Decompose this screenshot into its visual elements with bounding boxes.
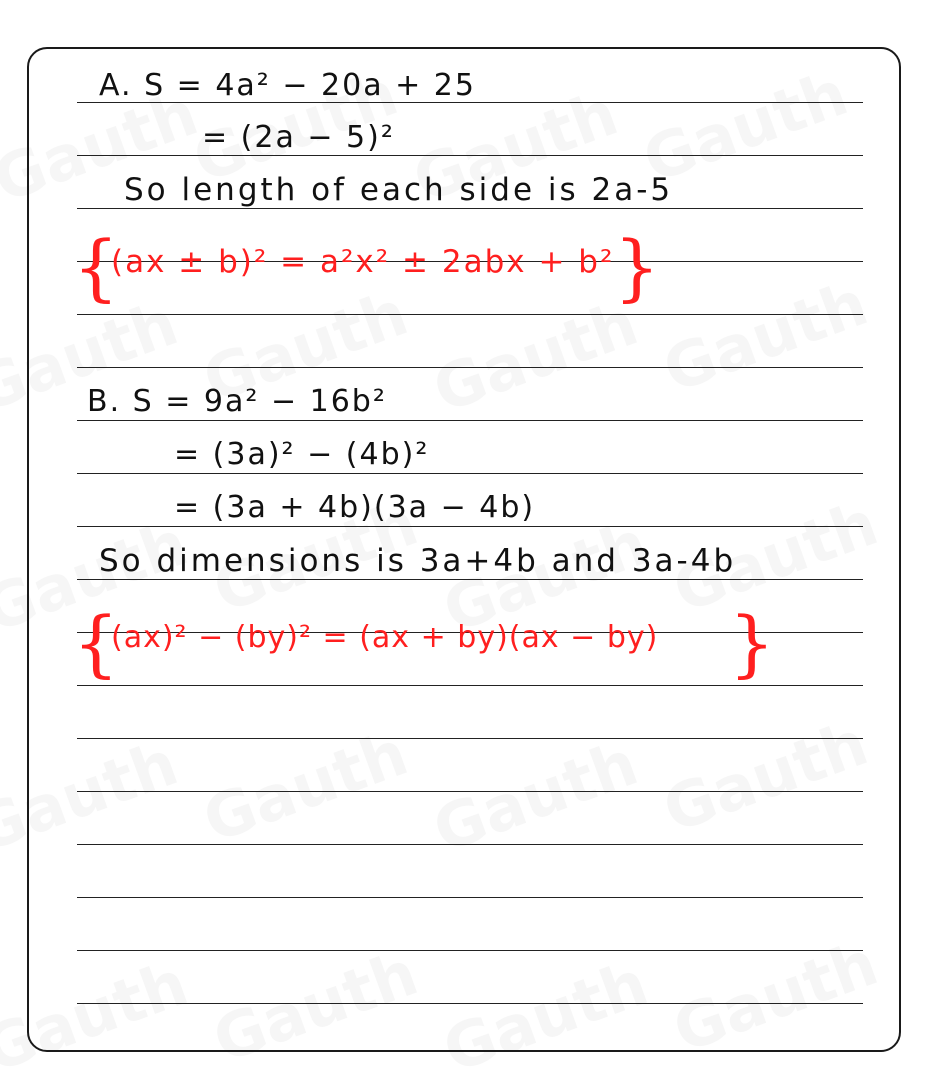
identity-2: (ax)² − (by)² = (ax + by)(ax − by) — [111, 620, 659, 655]
rule-line — [77, 738, 863, 739]
rule-line — [77, 791, 863, 792]
part-b-equation: B. S = 9a² − 16b² — [87, 384, 387, 419]
part-a-conclusion: So length of each side is 2a-5 — [124, 172, 674, 208]
part-b-conclusion: So dimensions is 3a+4b and 3a-4b — [99, 543, 737, 579]
identity-1-left-brace: { — [73, 225, 119, 309]
rule-line — [77, 473, 863, 474]
rule-line — [77, 950, 863, 951]
identity-1-right-brace: } — [614, 225, 660, 309]
identity-2-left-brace: { — [73, 601, 119, 685]
identity-1: (ax ± b)² = a²x² ± 2abx + b² — [111, 244, 615, 280]
rule-line — [77, 367, 863, 368]
rule-line — [77, 208, 863, 209]
rule-line — [77, 526, 863, 527]
rule-line — [77, 579, 863, 580]
rule-line — [77, 1003, 863, 1004]
part-b-factored: = (3a + 4b)(3a − 4b) — [174, 490, 536, 525]
notebook-sheet — [27, 47, 901, 1052]
rule-line — [77, 155, 863, 156]
rule-line — [77, 420, 863, 421]
rule-line — [77, 685, 863, 686]
part-b-difference: = (3a)² − (4b)² — [174, 437, 430, 472]
identity-2-right-brace: } — [729, 601, 775, 685]
rule-line — [77, 314, 863, 315]
rule-line — [77, 897, 863, 898]
part-a-factored: = (2a − 5)² — [202, 120, 395, 155]
part-a-equation: A. S = 4a² − 20a + 25 — [99, 68, 476, 103]
rule-line — [77, 844, 863, 845]
